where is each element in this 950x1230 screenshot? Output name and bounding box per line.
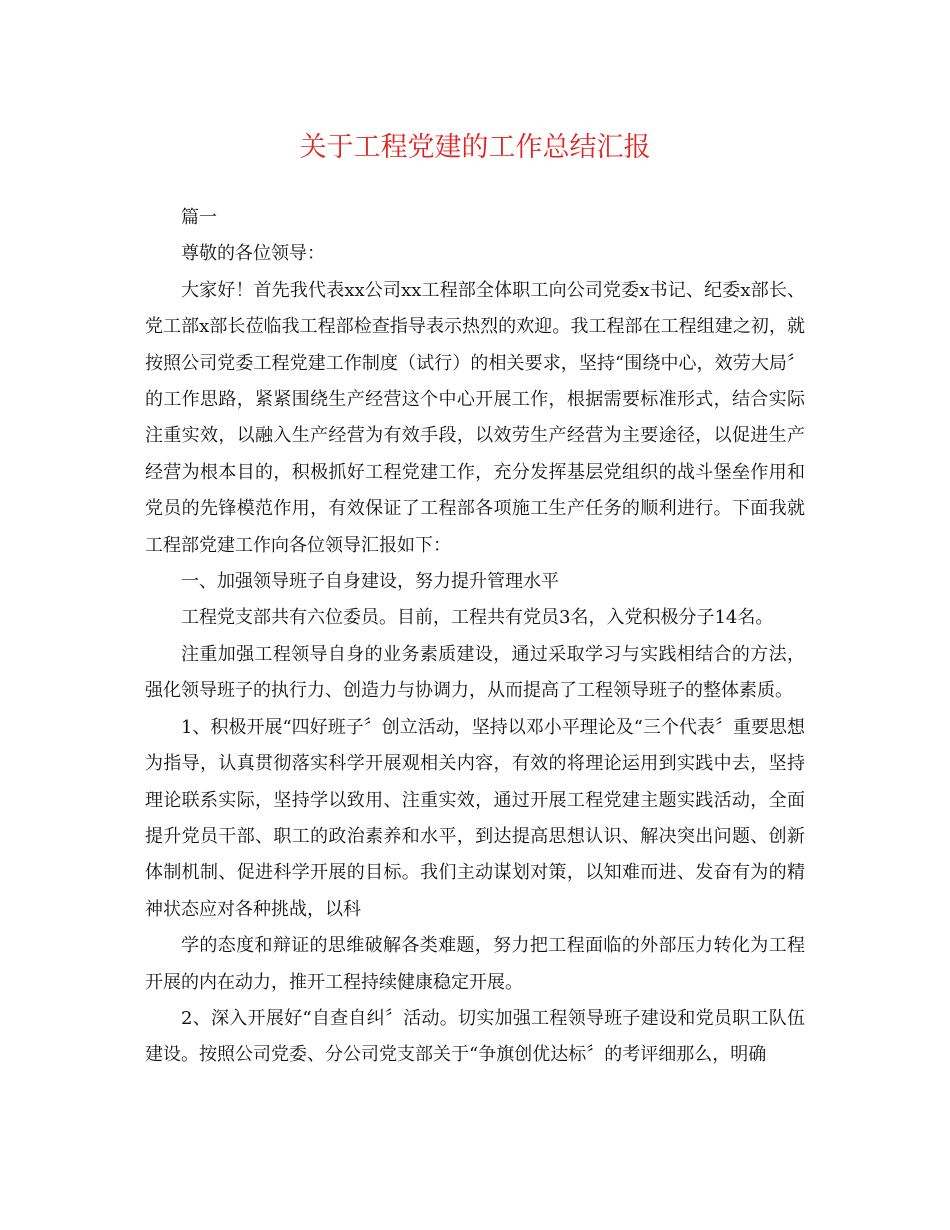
- section-heading-part-one: 篇一: [181, 207, 217, 228]
- body-paragraph: 1、积极开展“四好班子〞创立活动，坚持以邓小平理论及“三个代表〞重要思想为指导，认真贯彻落实科学开展观相关内容，有效的将理论运用到实践中去，坚持理论联系实际，坚持学以致用、注重实效，通过开展工程党建主题实践活动，全面提升党员干部、职工的政治素养和水平，到达提高思想认识、解决突出问题、创新体制机制、促进科学开展的目标。我们主动谋划对策，以知难而进、发奋有为的精神状态应对各种挑战，以科: [145, 716, 805, 920]
- salutation: 尊敬的各位领导：: [181, 243, 325, 265]
- document-title: 关于工程党建的工作总结汇报: [299, 132, 651, 163]
- document-body: [145, 200, 805, 1074]
- section-heading-one: 一、加强领导班子自身建设，努力提升管理水平: [181, 571, 559, 593]
- body-paragraph: 工程党支部共有六位委员。目前，工程共有党员3名，入党积极分子14名。: [181, 607, 774, 629]
- body-paragraph: 学的态度和辩证的思维破解各类难题，努力把工程面临的外部压力转化为工程开展的内在动力，推开工程持续健康稳定开展。: [145, 935, 805, 993]
- body-paragraph: 注重加强工程领导自身的业务素质建设，通过采取学习与实践相结合的方法，强化领导班子的执行力、创造力与协调力，从而提高了工程领导班子的整体素质。: [145, 643, 805, 702]
- body-paragraph: 大家好！首先我代表xx公司xx工程部全体职工向公司党委x书记、纪委x部长、党工部x部长莅临我工程部检查指导表示热烈的欢迎。我工程部在工程组建之初，就按照公司党委工程党建工作制度（试行）的相关要求，坚持“围绕中心，效劳大局〞的工作思路，紧紧围绕生产经营这个中心开展工作，根据需要标准形式，结合实际注重实效，以融入生产经营为有效手段，以效劳生产经营为主要途径，以促进生产经营为根本目的，积极抓好工程党建工作，充分发挥基层党组织的战斗堡垒作用和党员的先锋模范作用，有效保证了工程部各项施工生产任务的顺利进行。下面我就工程部党建工作向各位领导汇报如下：: [145, 279, 805, 556]
- body-paragraph: 2、深入开展好“自查自纠〞活动。切实加强工程领导班子建设和党员职工队伍建设。按照公司党委、分公司党支部关于“争旗创优达标〞的考评细那么，明确: [145, 1007, 805, 1066]
